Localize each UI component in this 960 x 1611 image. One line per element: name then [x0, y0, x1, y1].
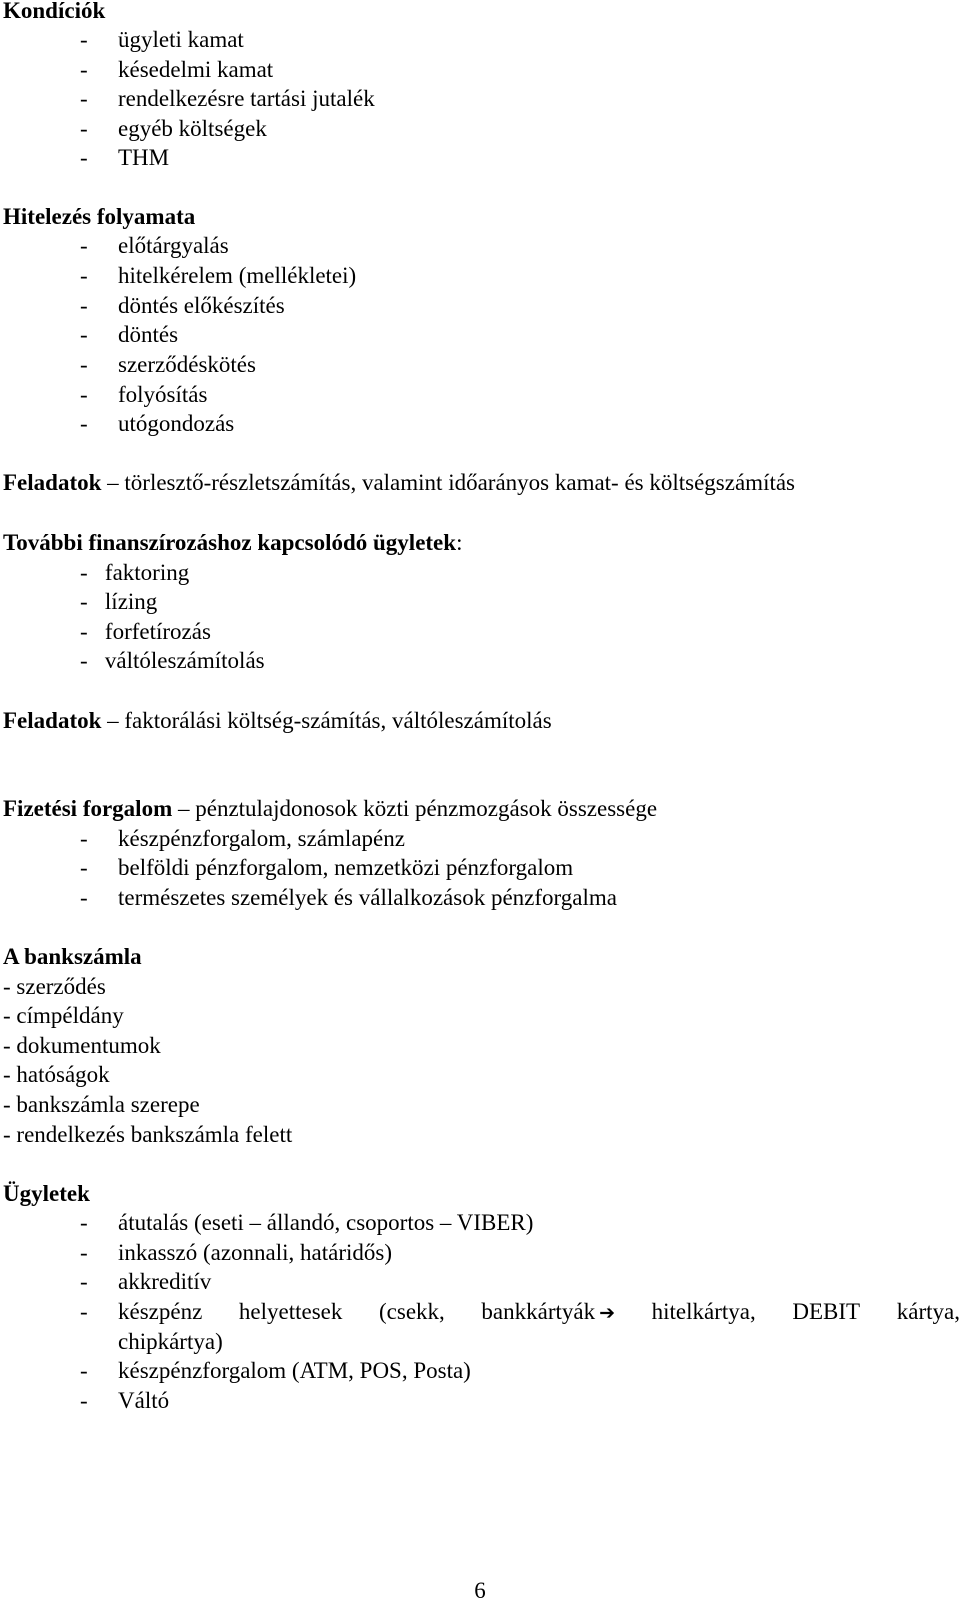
word: helyettesek [238, 1299, 343, 1324]
list-item: - szerződés [3, 974, 106, 999]
list-item: késedelmi kamat [118, 57, 274, 82]
list-item [80, 617, 211, 647]
feladatok-text: – törlesztő-részletszámítás, valamint időarányos kamat- és költségszámítás [107, 470, 796, 495]
heading-kondiciok: Kondíciók [3, 0, 106, 23]
list-item: - hatóságok [3, 1062, 110, 1087]
list-dash: - [80, 1358, 88, 1383]
feladatok-line-1 [3, 468, 795, 498]
list-dash: - [80, 116, 88, 141]
feladatok-label: Feladatok [3, 470, 102, 495]
list-item-justified [118, 1297, 960, 1328]
heading-hitelezes: Hitelezés folyamata [3, 204, 196, 229]
list-dash: - [80, 145, 88, 170]
word: DEBIT [792, 1299, 861, 1324]
list-dash: - [80, 589, 88, 614]
list-dash: - [80, 27, 88, 52]
list-dash: - [80, 293, 88, 318]
heading-fizetesi [3, 794, 657, 824]
list-dash: - [80, 885, 88, 910]
list-dash: - [80, 1388, 88, 1413]
right-arrow-icon: ➔ [599, 1302, 616, 1324]
list-item: készpénzforgalom (ATM, POS, Posta) [118, 1358, 471, 1383]
list-item: utógondozás [118, 411, 235, 436]
list-item: szerződéskötés [118, 352, 256, 377]
list-dash: - [80, 648, 88, 673]
list-item: ügyleti kamat [118, 27, 244, 52]
list-item [80, 646, 265, 676]
list-dash: - [80, 826, 88, 851]
list-item: THM [118, 145, 170, 170]
list-dash: - [80, 57, 88, 82]
fizetesi-label: Fizetési forgalom [3, 796, 173, 821]
list-dash: - [80, 1299, 88, 1324]
list-item: - címpéldány [3, 1003, 124, 1028]
list-item: - rendelkezés bankszámla felett [3, 1122, 293, 1147]
word: (csekk, [379, 1299, 445, 1324]
list-item: - dokumentumok [3, 1033, 161, 1058]
list-item: inkasszó (azonnali, határidős) [118, 1240, 392, 1265]
page-number: 6 [474, 1578, 486, 1603]
word-with-arrow [481, 1297, 615, 1328]
list-item: készpénzforgalom, számlapénz [118, 826, 405, 851]
list-dash: - [80, 86, 88, 111]
list-dash: - [80, 855, 88, 880]
list-item-text: faktoring [104, 560, 190, 585]
heading-ugyletek: Ügyletek [3, 1181, 90, 1206]
list-item-text: váltóleszámítolás [104, 648, 265, 673]
list-item-text: lízing [104, 589, 158, 614]
list-item: - bankszámla szerepe [3, 1092, 200, 1117]
list-item: folyósítás [118, 382, 208, 407]
list-item: döntés előkészítés [118, 293, 285, 318]
word: bankkártyák [481, 1299, 596, 1324]
list-dash: - [80, 1240, 88, 1265]
feladatok-label: Feladatok [3, 708, 102, 733]
fizetesi-text: – pénztulajdonosok közti pénzmozgások összessége [177, 796, 658, 821]
list-dash: - [80, 233, 88, 258]
feladatok-line-2 [3, 706, 552, 736]
list-dash: - [80, 322, 88, 347]
heading-tovabbi-colon: : [456, 530, 463, 555]
heading-tovabbi-text: További finanszírozáshoz kapcsolódó ügyletek [3, 530, 457, 555]
list-item: akkreditív [118, 1269, 212, 1294]
list-dash: - [80, 1210, 88, 1235]
list-item [80, 558, 189, 588]
heading-tovabbi [3, 528, 462, 558]
list-item-text: forfetírozás [104, 619, 211, 644]
list-dash: - [80, 352, 88, 377]
list-dash: - [80, 411, 88, 436]
list-item: rendelkezésre tartási jutalék [118, 86, 375, 111]
heading-bankszamla: A bankszámla [3, 944, 142, 969]
list-item: Váltó [118, 1388, 170, 1413]
list-item: előtárgyalás [118, 233, 229, 258]
list-dash: - [80, 1269, 88, 1294]
list-dash: - [80, 382, 88, 407]
list-item: döntés [118, 322, 179, 347]
list-item-continuation: chipkártya) [118, 1329, 223, 1354]
list-item: átutalás (eseti – állandó, csoportos – VIBER) [118, 1210, 534, 1235]
list-dash: - [80, 263, 88, 288]
list-item: egyéb költségek [118, 116, 267, 141]
word: készpénz [118, 1299, 203, 1324]
word: kártya, [896, 1299, 960, 1324]
word: hitelkártya, [651, 1299, 756, 1324]
list-item: természetes személyek és vállalkozások pénzforgalma [118, 885, 617, 910]
list-item [80, 587, 157, 617]
list-item: belföldi pénzforgalom, nemzetközi pénzforgalom [118, 855, 574, 880]
list-dash: - [80, 560, 88, 585]
list-item: hitelkérelem (mellékletei) [118, 263, 357, 288]
list-dash: - [80, 619, 88, 644]
feladatok-text: – faktorálási költség-számítás, váltóleszámítolás [107, 708, 552, 733]
